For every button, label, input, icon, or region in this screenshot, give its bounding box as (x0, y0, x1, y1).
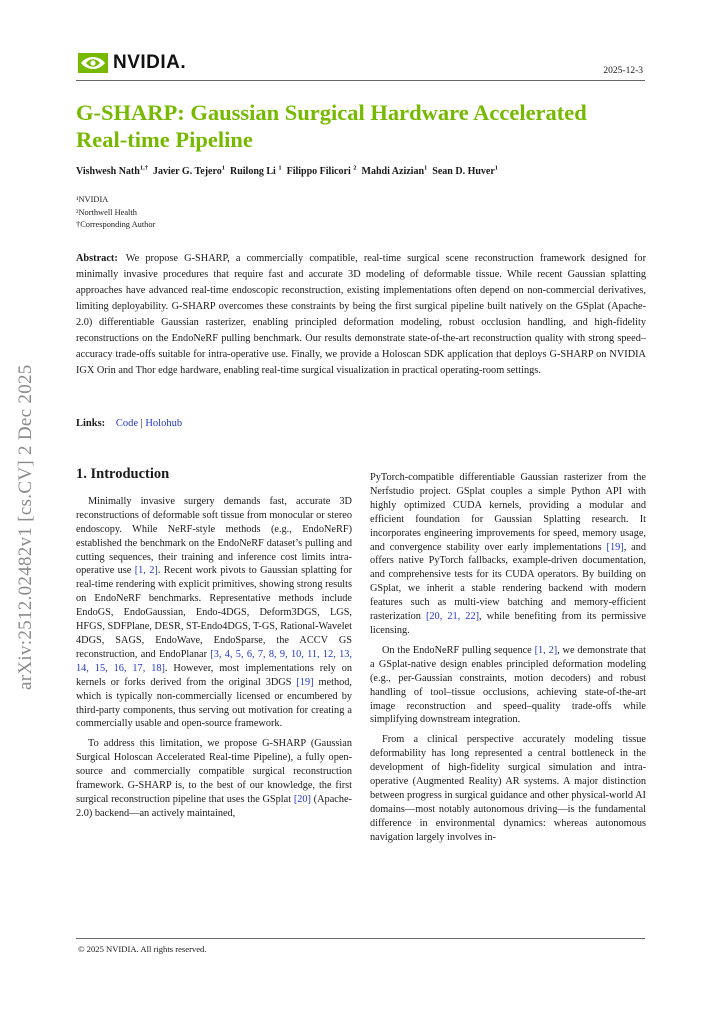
nvidia-logo (78, 52, 186, 74)
abstract-label: Abstract: (76, 253, 118, 264)
author: Javier G. Tejero$^1$ (152, 165, 225, 178)
header-rule (76, 80, 645, 81)
code-link[interactable]: Code (115, 418, 138, 429)
paragraph-text: , we demonstrate that a GSplat-native design enables principled deformation modeling (e.g., per-Gaussian constraints, motion decoders) and robust handling of tool–tissue occlusions, achieving state-of-the-art image reconstruction and speed–quality trade-offs while simplifying downstream integration. (370, 644, 646, 726)
holohub-link[interactable]: Holohub (145, 418, 183, 429)
footer-rule (76, 938, 645, 939)
affiliations (76, 194, 155, 232)
paragraph (76, 495, 352, 731)
affiliation: †Corresponding Author (76, 220, 156, 229)
paragraph-text: , while benefiting from its permissive licensing. (370, 611, 646, 636)
section-heading: 1. Introduction (76, 466, 170, 482)
links-separator: | (140, 418, 143, 429)
paragraph-text: From a clinical perspective accurately modeling tissue deformability has long represented a central bottleneck in the development of high-fidelity surgical simulation and intra-operative (Augmented Reality) AR systems. A major distinction between progress in surgical guidance and other physical-world AI domains—most notably autonomous driving—is the fundamental difference in environmental dynamics: whereas autonomous navigation largely involves in- (370, 734, 646, 843)
citation-link[interactable]: [3, 4, 5, 6, 7, 8, 9, 10, 11, 12, 13, 14, 15, 16, 17, 18] (76, 648, 352, 674)
citation-link[interactable]: [20, 21, 22] (425, 611, 480, 623)
paragraph-text: . However, most implementations rely on kernels or forks derived from the original 3DGS (76, 662, 352, 688)
citation-link[interactable]: [19] (296, 676, 314, 688)
affiliation: ¹NVIDIA (76, 195, 109, 204)
paragraph-text: . Recent work pivots to Gaussian splatting for real-time rendering with explicit primitives, showing strong results on EndoNeRF benchmarks. Representative methods include EndoGS, EndoGaussian, Endo-4DGS, Deform3DGS, LGS, HFGS, SDFPlane, DESR, ST-Endo4DGS, T-GS, Rational-Wavelet 4DGS, SAGS, EndoWave, EndoSparse, the ACCV GS reconstruction, and EndoPlanar (76, 565, 353, 660)
left-column (76, 468, 352, 827)
paper-date: 2025-12-3 (603, 66, 643, 76)
paper-title: G-SHARP: Gaussian Surgical Hardware Accelerated Real-time Pipeline (76, 100, 587, 152)
nvidia-wordmark: NVIDIA. (113, 52, 187, 73)
paragraph-text: On the EndoNeRF pulling sequence (382, 644, 535, 656)
citation-link[interactable]: [1, 2] (534, 644, 558, 656)
paragraph (370, 471, 646, 638)
author: Vishwesh Nath$^{1,\dagger}$ (76, 165, 148, 178)
links-label: Links: (76, 418, 106, 429)
citation-link[interactable]: [1, 2] (134, 565, 158, 577)
paragraph (76, 737, 352, 820)
citation-link[interactable]: [20] (293, 793, 311, 805)
author: Sean D. Huver$^1$ (432, 165, 499, 178)
affiliation: ²Northwell Health (76, 207, 137, 217)
author: Ruilong Li $^1$ (229, 165, 282, 178)
paragraph (370, 733, 646, 844)
paragraph-text: , and offers native PyTorch fallbacks, example-driven documentation, and comprehensive tests for its CUDA operators. By building on GSplat, we inherit a stable rendering backend with modern features such as multi-view batching and memory-efficient rasterization (370, 541, 647, 623)
nvidia-eye-icon (78, 53, 108, 73)
paragraph (370, 644, 646, 727)
paragraph-text: method, which is typically non-commercially licensed or encumbered by third-party components, thus serving out motivation for creating a commercially usable and open-source framework. (76, 676, 352, 730)
abstract (76, 251, 646, 379)
author: Filippo Filicori $^2$ (286, 165, 357, 178)
copyright-footer: © 2025 NVIDIA. All rights reserved. (78, 944, 207, 954)
citation-link[interactable]: [19] (606, 541, 624, 553)
abstract-text: We propose G-SHARP, a commercially compatible, real-time surgical scene reconstruction framework designed for minimally invasive procedures that require fast and accurate 3D modeling of deformable tissue. While recent Gaussian splatting approaches have advanced real-time endoscopic reconstruction, existing implementations often depend on non-commercial derivatives, limiting deployability. G-SHARP overcomes these constraints by being the first surgical pipeline built natively on the GSplat (Apache-2.0) differentiable Gaussian rasterizer, enabling principled deformation modeling, robust occlusion handling, and high-fidelity reconstructions on the EndoNeRF pulling benchmark. Our results demonstrate state-of-the-art reconstruction quality with strong speed–accuracy trade-offs suitable for intra-operative use. Finally, we provide a Holoscan SDK application that deploys G-SHARP on NVIDIA IGX Orin and Thor edge hardware, enabling real-time surgical visualization in practical operating-room settings. (76, 253, 646, 376)
links-row (76, 418, 182, 429)
author-list (76, 165, 498, 177)
arxiv-stamp: arXiv:2512.02482v1 [cs.CV] 2 Dec 2025 (15, 364, 36, 690)
author: Mahdi Azizian$^1$ (361, 165, 428, 178)
paragraph-text: PyTorch-compatible differentiable Gaussian rasterizer from the Nerfstudio project. GSplat couples a simple Python API with highly optimized CUDA kernels, providing a modular and efficient foundation for Gaussian Splatting research. It incorporates engineering improvements for speed, memory usage, and convergence stability over early implementations (370, 472, 646, 553)
paragraph-text: (Apache-2.0) backend—an actively maintained, (76, 793, 352, 819)
paragraph-text: To address this limitation, we propose G-SHARP (Gaussian Surgical Holoscan Accelerated Real-time Pipeline), a fully open-source and commercially compatible surgical reconstruction framework. G-SHARP is, to the best of our knowledge, the first surgical reconstruction pipeline that uses the GSplat (76, 738, 352, 805)
right-column (370, 471, 646, 851)
paragraph-text: Minimally invasive surgery demands fast, accurate 3D reconstructions of deformable soft tissue from monocular or stereo endoscopy. While NeRF-style methods (e.g., EndoNeRF) established the benchmark on the EndoNeRF dataset’s pulling and cutting sequences, their training and inference cost limits intra-operative use (76, 495, 352, 577)
